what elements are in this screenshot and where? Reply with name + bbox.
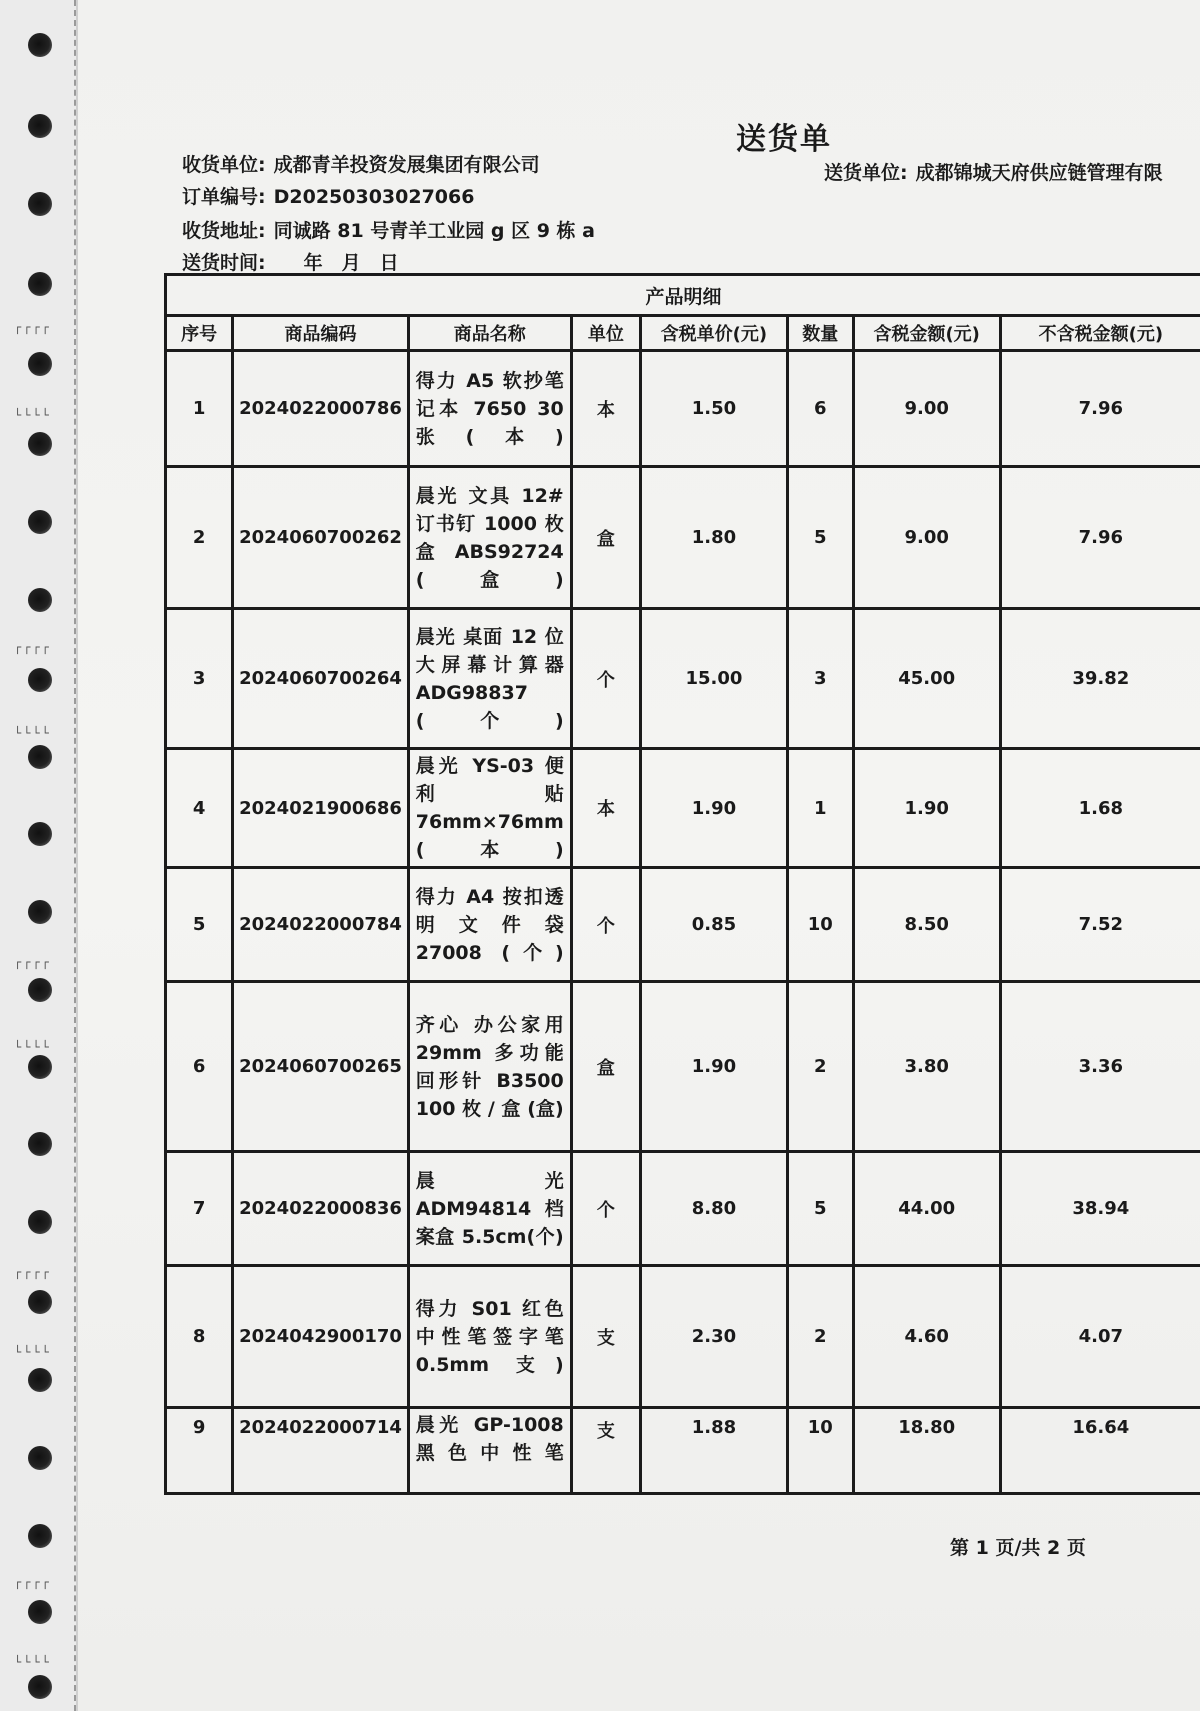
perforation-tick: ┌┌┌┌	[14, 320, 51, 334]
product-name: 晨光 桌面 12 位大屏幕计算器 ADG98837 (个)	[408, 609, 571, 749]
feed-hole	[28, 668, 52, 692]
feed-hole	[28, 1290, 52, 1314]
product-name: 齐心 办公家用 29mm 多功能回形针 B3500 100 枚 / 盒 (盒)	[408, 982, 571, 1152]
column-header: 不含税金额(元)	[1000, 316, 1200, 351]
order-number: D20250303027066	[273, 186, 475, 208]
address-line	[182, 216, 595, 243]
perforation-tick: ┌┌┌┌	[14, 955, 51, 969]
perforation-tick: └└└└	[14, 1345, 51, 1359]
perforation-tick: ┌┌┌┌	[14, 1575, 51, 1589]
amount-without-tax: 3.36	[1000, 982, 1200, 1152]
quantity: 10	[787, 1408, 853, 1494]
unit-price: 8.80	[640, 1152, 787, 1266]
row-number: 5	[166, 868, 233, 982]
unit: 盒	[571, 982, 640, 1152]
row-number: 8	[166, 1266, 233, 1408]
unit-price: 1.88	[640, 1408, 787, 1494]
column-header: 商品名称	[408, 316, 571, 351]
unit: 本	[571, 749, 640, 868]
unit-price: 1.80	[640, 467, 787, 609]
unit: 个	[571, 1152, 640, 1266]
product-code: 2024060700264	[233, 609, 408, 749]
product-code: 2024022000714	[233, 1408, 408, 1494]
product-code: 2024022000786	[233, 351, 408, 467]
tractor-feed-strip	[0, 0, 76, 1711]
order-line	[182, 182, 474, 209]
order-label: 订单编号:	[182, 186, 266, 208]
receiver-line	[182, 150, 540, 177]
feed-hole	[28, 1446, 52, 1470]
amount-with-tax: 9.00	[853, 351, 1000, 467]
column-header: 含税单价(元)	[640, 316, 787, 351]
amount-with-tax: 9.00	[853, 467, 1000, 609]
amount-with-tax: 8.50	[853, 868, 1000, 982]
amount-without-tax: 4.07	[1000, 1266, 1200, 1408]
quantity: 5	[787, 467, 853, 609]
amount-with-tax: 45.00	[853, 609, 1000, 749]
product-code: 2024021900686	[233, 749, 408, 868]
supplier-label: 送货单位:	[824, 162, 908, 184]
product-name: 晨光 文具 12# 订书钉 1000 枚盒 ABS92724 (盒)	[408, 467, 571, 609]
feed-hole	[28, 1524, 52, 1548]
amount-without-tax: 7.96	[1000, 351, 1200, 467]
address-value: 同诚路 81 号青羊工业园 g 区 9 栋 a	[273, 220, 595, 242]
feed-hole	[28, 272, 52, 296]
table-row	[166, 351, 1200, 467]
product-code: 2024022000784	[233, 868, 408, 982]
feed-hole	[28, 588, 52, 612]
quantity: 2	[787, 982, 853, 1152]
table-row	[166, 1266, 1200, 1408]
supplier-line	[824, 158, 1163, 185]
amount-with-tax: 44.00	[853, 1152, 1000, 1266]
perforation-tick: └└└└	[14, 1655, 51, 1669]
unit-price: 2.30	[640, 1266, 787, 1408]
feed-hole	[28, 1368, 52, 1392]
table-row	[166, 1152, 1200, 1266]
amount-without-tax: 39.82	[1000, 609, 1200, 749]
feed-hole	[28, 900, 52, 924]
perforation-tick: └└└└	[14, 1040, 51, 1054]
table-row	[166, 1408, 1200, 1494]
quantity: 10	[787, 868, 853, 982]
feed-hole	[28, 1675, 52, 1699]
product-code: 2024060700265	[233, 982, 408, 1152]
unit: 个	[571, 868, 640, 982]
receiver-label: 收货单位:	[182, 154, 266, 176]
product-code: 2024060700262	[233, 467, 408, 609]
product-code: 2024042900170	[233, 1266, 408, 1408]
address-label: 收货地址:	[182, 220, 266, 242]
table-row	[166, 749, 1200, 868]
amount-with-tax: 3.80	[853, 982, 1000, 1152]
delivery-time-line	[182, 248, 399, 275]
quantity: 2	[787, 1266, 853, 1408]
feed-hole	[28, 114, 52, 138]
unit-price: 1.90	[640, 982, 787, 1152]
unit-price: 15.00	[640, 609, 787, 749]
amount-without-tax: 1.68	[1000, 749, 1200, 868]
feed-hole	[28, 352, 52, 376]
product-name: 晨光 ADM94814 档案盒 5.5cm(个)	[408, 1152, 571, 1266]
section-header-row	[166, 275, 1200, 316]
product-name: 晨光 GP-1008 黑色中性笔	[408, 1408, 571, 1494]
amount-with-tax: 18.80	[853, 1408, 1000, 1494]
product-name: 得力 S01 红色中性笔签字笔 0.5mm 支)	[408, 1266, 571, 1408]
perforation-tick: ┌┌┌┌	[14, 1265, 51, 1279]
column-header: 数量	[787, 316, 853, 351]
amount-with-tax: 1.90	[853, 749, 1000, 868]
unit: 支	[571, 1408, 640, 1494]
feed-hole	[28, 432, 52, 456]
delivery-time-label: 送货时间:	[182, 252, 266, 274]
product-name: 晨光 YS-03 便利贴 76mm×76mm (本)	[408, 749, 571, 868]
receiver-value: 成都青羊投资发展集团有限公司	[273, 154, 540, 176]
column-header: 单位	[571, 316, 640, 351]
perforation-tick: └└└└	[14, 726, 51, 740]
feed-hole	[28, 1055, 52, 1079]
row-number: 3	[166, 609, 233, 749]
column-header-row	[166, 316, 1200, 351]
row-number: 6	[166, 982, 233, 1152]
table-row	[166, 467, 1200, 609]
amount-without-tax: 16.64	[1000, 1408, 1200, 1494]
row-number: 4	[166, 749, 233, 868]
document-title: 送货单	[736, 122, 832, 157]
row-number: 9	[166, 1408, 233, 1494]
section-title: 产品明细	[166, 275, 1200, 316]
amount-without-tax: 7.52	[1000, 868, 1200, 982]
unit-price: 1.90	[640, 749, 787, 868]
unit-price: 0.85	[640, 868, 787, 982]
supplier-value: 成都锦城天府供应链管理有限	[915, 162, 1163, 184]
unit: 个	[571, 609, 640, 749]
unit: 本	[571, 351, 640, 467]
delivery-note-page	[78, 0, 1200, 1711]
feed-hole	[28, 745, 52, 769]
product-code: 2024022000836	[233, 1152, 408, 1266]
feed-hole	[28, 822, 52, 846]
column-header: 商品编码	[233, 316, 408, 351]
feed-hole	[28, 33, 52, 57]
amount-without-tax: 38.94	[1000, 1152, 1200, 1266]
feed-hole	[28, 192, 52, 216]
delivery-time-value: 年 月 日	[303, 252, 399, 274]
row-number: 2	[166, 467, 233, 609]
table-row	[166, 868, 1200, 982]
row-number: 1	[166, 351, 233, 467]
quantity: 3	[787, 609, 853, 749]
product-name: 得力 A5 软抄笔记本 7650 30张(本)	[408, 351, 571, 467]
feed-hole	[28, 978, 52, 1002]
feed-hole	[28, 1132, 52, 1156]
feed-hole	[28, 510, 52, 534]
unit: 盒	[571, 467, 640, 609]
unit-price: 1.50	[640, 351, 787, 467]
column-header: 含税金额(元)	[853, 316, 1000, 351]
quantity: 5	[787, 1152, 853, 1266]
column-header: 序号	[166, 316, 233, 351]
unit: 支	[571, 1266, 640, 1408]
amount-with-tax: 4.60	[853, 1266, 1000, 1408]
table-row	[166, 982, 1200, 1152]
product-name: 得力 A4 按扣透明文件袋 27008 (个)	[408, 868, 571, 982]
product-table	[164, 273, 1200, 1495]
feed-hole	[28, 1600, 52, 1624]
quantity: 1	[787, 749, 853, 868]
quantity: 6	[787, 351, 853, 467]
amount-without-tax: 7.96	[1000, 467, 1200, 609]
feed-hole	[28, 1210, 52, 1234]
perforation-tick: ┌┌┌┌	[14, 640, 51, 654]
row-number: 7	[166, 1152, 233, 1266]
table-row	[166, 609, 1200, 749]
perforation-tick: └└└└	[14, 408, 51, 422]
page-number: 第 1 页/共 2 页	[950, 1537, 1086, 1559]
